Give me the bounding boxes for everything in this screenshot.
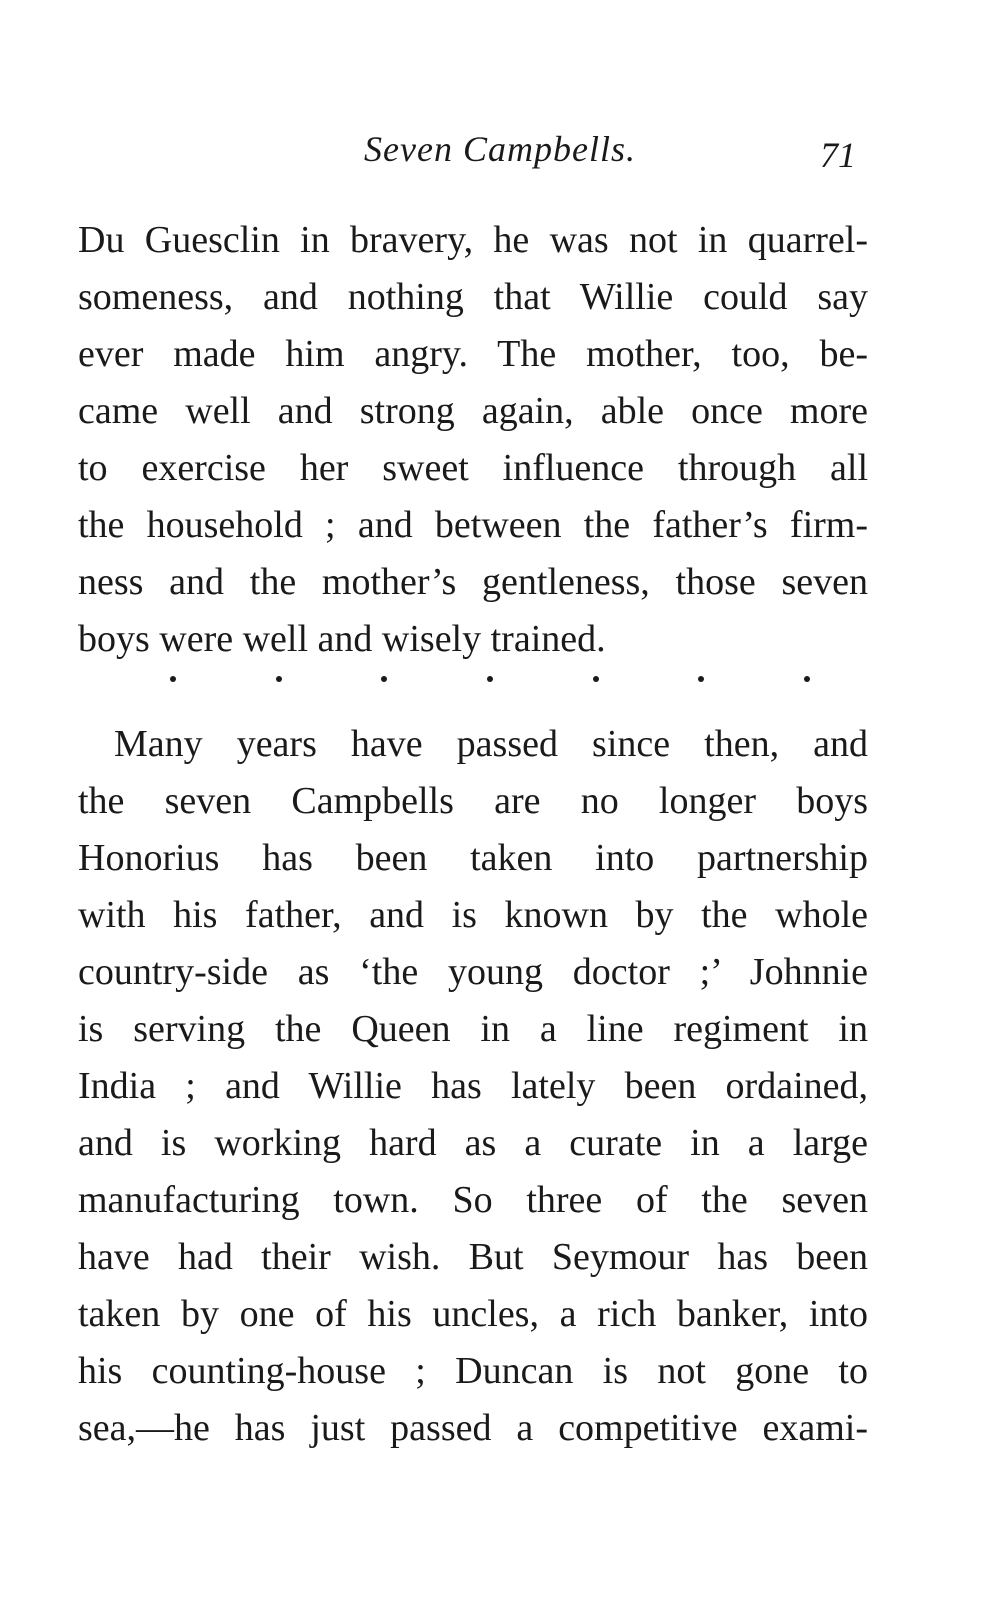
- separator-dot: [593, 676, 599, 682]
- text-line: India ; and Willie has lately been ordained,: [78, 1065, 868, 1107]
- separator-dot: [381, 676, 387, 682]
- text-line: and is working hard as a curate in a large: [78, 1122, 868, 1164]
- text-line: taken by one of his uncles, a rich banker, into: [78, 1293, 868, 1335]
- separator-dot: [170, 676, 176, 682]
- running-title: Seven Campbells.: [364, 129, 636, 169]
- page-number: 71: [820, 135, 856, 175]
- text-line: with his father, and is known by the whole: [78, 894, 868, 936]
- text-line: to exercise her sweet influence through all: [78, 447, 868, 489]
- text-line: Many years have passed since then, and: [114, 723, 868, 765]
- text-line: ness and the mother’s gentleness, those seven: [78, 561, 868, 603]
- paragraph-new: [78, 716, 868, 1457]
- text-line: is serving the Queen in a line regiment in: [78, 1008, 868, 1050]
- separator-dot: [698, 676, 704, 682]
- separator-dot: [276, 676, 282, 682]
- text-line: country-side as ‘the young doctor ;’ Johnnie: [78, 951, 868, 993]
- text-line: someness, and nothing that Willie could say: [78, 276, 868, 318]
- section-separator: [170, 676, 810, 682]
- text-line: his counting-house ; Duncan is not gone to: [78, 1350, 868, 1392]
- text-line: Honorius has been taken into partnership: [78, 837, 868, 879]
- text-line: came well and strong again, able once more: [78, 390, 868, 432]
- separator-dot: [487, 676, 493, 682]
- text-line: ever made him angry. The mother, too, be-: [78, 333, 868, 375]
- text-line: sea,—he has just passed a competitive exami-: [78, 1407, 868, 1449]
- text-line: have had their wish. But Seymour has been: [78, 1236, 868, 1278]
- text-line: manufacturing town. So three of the seven: [78, 1179, 868, 1221]
- text-line: Du Guesclin in bravery, he was not in quarrel-: [78, 219, 868, 261]
- paragraph-continued: [78, 212, 868, 668]
- text-line: the seven Campbells are no longer boys: [78, 780, 868, 822]
- text-line: boys were well and wisely trained.: [78, 618, 606, 660]
- separator-dot: [804, 676, 810, 682]
- text-line: the household ; and between the father’s firm-: [78, 504, 868, 546]
